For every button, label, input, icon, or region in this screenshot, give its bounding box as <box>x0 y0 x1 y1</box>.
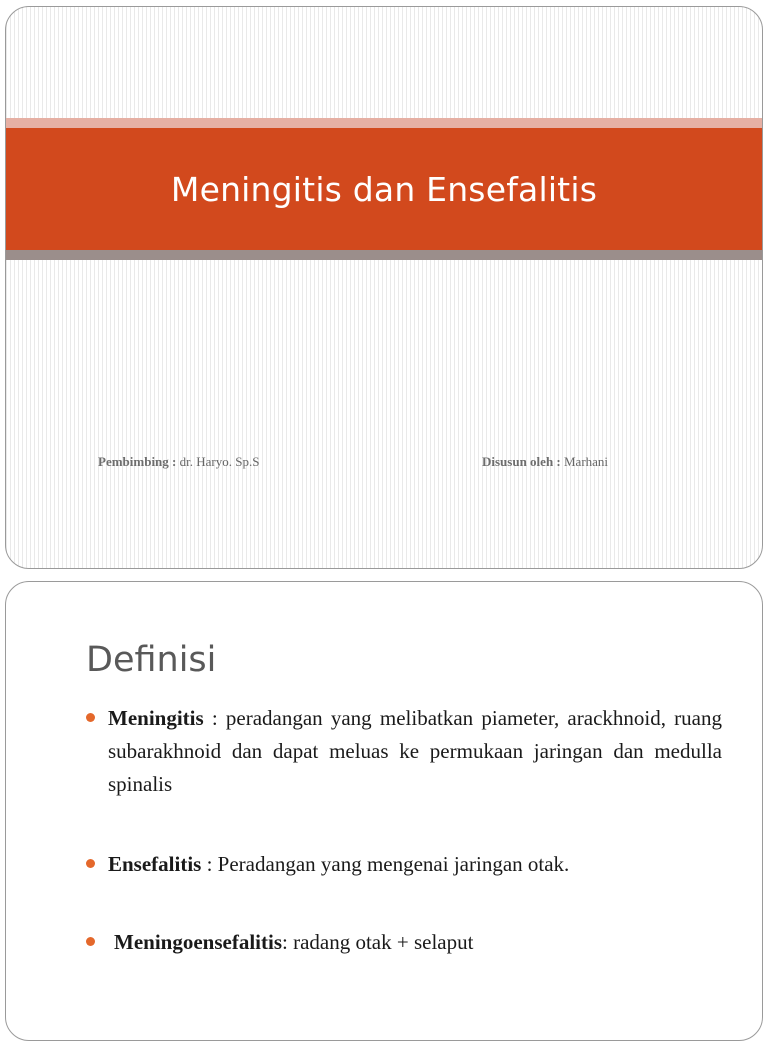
definition-item-meningitis <box>86 702 722 801</box>
slide-heading: Definisi <box>86 640 217 680</box>
advisor-credit <box>98 454 259 470</box>
bullet-icon <box>86 859 95 868</box>
definition-term: Ensefalitis <box>108 852 202 876</box>
definition-item-meningoensefalitis <box>86 926 722 959</box>
definition-text: : Peradangan yang mengenai jaringan otak. <box>201 852 570 876</box>
author-credit <box>482 454 608 470</box>
slide-title: Meningitis dan Ensefalitis <box>170 169 598 209</box>
title-slide <box>5 6 763 569</box>
definition-text: : peradangan yang melibatkan piameter, arackhnoid, ruang subarakhnoid dan dapat meluas ke permukaan jaringan dan medulla spinalis <box>108 706 722 796</box>
advisor-label: Pembimbing : <box>98 454 177 469</box>
definition-text: : radang otak + selaput <box>282 930 474 954</box>
definition-term: Meningoensefalitis <box>114 930 282 954</box>
definition-term: Meningitis <box>108 706 204 730</box>
definitions-slide <box>5 581 763 1041</box>
title-bar <box>6 128 762 250</box>
bullet-icon <box>86 937 95 946</box>
author-name: Marhani <box>564 454 609 469</box>
definition-item-ensefalitis <box>86 848 722 881</box>
title-accent-band-bottom <box>6 250 762 260</box>
advisor-name: dr. Haryo. Sp.S <box>179 454 260 469</box>
title-accent-band-top <box>6 118 762 128</box>
author-label: Disusun oleh : <box>482 454 561 469</box>
bullet-icon <box>86 713 95 722</box>
